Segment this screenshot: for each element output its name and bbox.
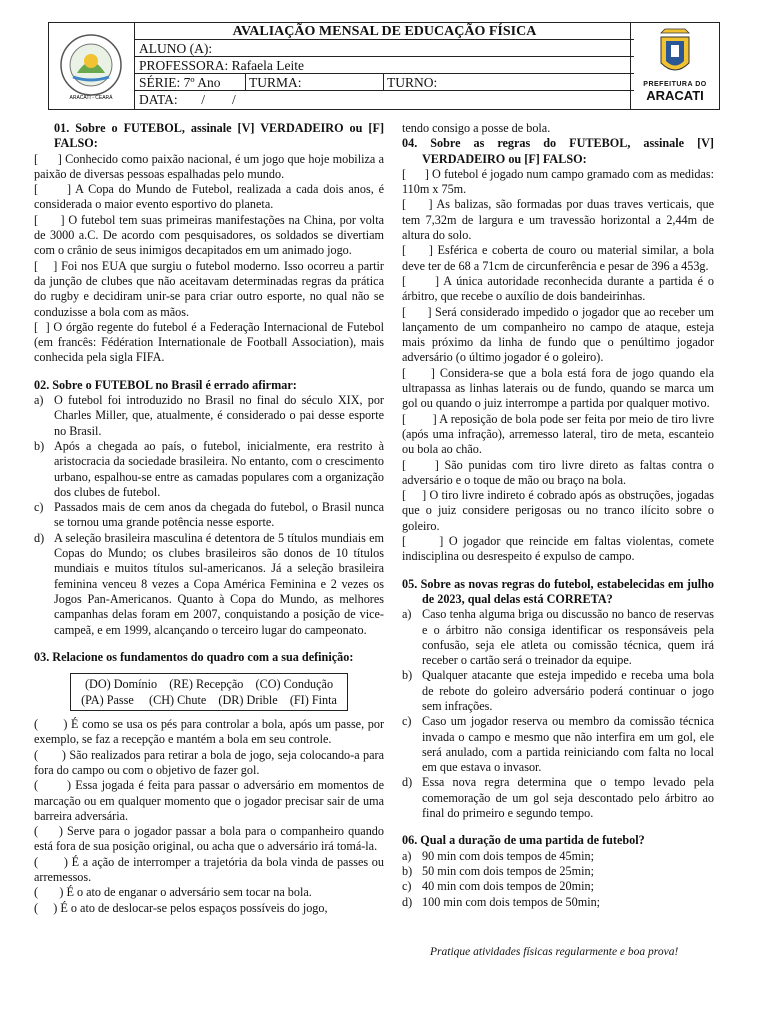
q03-items: [34, 717, 388, 916]
q03-item: ( ) É o ato de deslocar-se pelos espaços possíveis do jogo,: [34, 900, 328, 915]
q02-option-letter: c): [34, 500, 44, 515]
city-logo-line2: ARACATI: [646, 88, 704, 103]
q02-option-letter: d): [34, 530, 45, 545]
q02-option-text: Após a chegada ao país, o futebol, inicialmente, era restrito à aristocracia da sociedade brasileira. No entanto, com o crescimento urbano, espalhou-se entre as camadas populares com a organização dos clubes de futebol.: [54, 438, 384, 499]
q06-title: 06. Qual a duração de uma partida de futebol?: [402, 833, 645, 848]
q02-option-letter: b): [34, 438, 45, 453]
q02-option: [34, 500, 384, 531]
q04-item: [ ] O jogador que reincide em faltas violentas, comete indisciplina ou desrespeito é expulso de campo.: [402, 534, 718, 564]
q06-option-text: 100 min com dois tempos de 50min;: [422, 894, 601, 909]
date-field: DATA: / /: [139, 92, 236, 107]
q05-option-text: Caso um jogador reserva ou membro da comissão técnica invada o campo e mesmo que não interfira em um gol, ele será anulado, com a partida reiniciando com falta no local em que estava o invasor.: [422, 714, 714, 775]
q05-option-text: Qualquer atacante que esteja impedido e receba uma bola de rebote do goleiro adversário poderá continuar o jogo sem infrações.: [422, 668, 714, 713]
q06-option: [402, 879, 714, 894]
q01-item: [ ] Conhecido como paixão nacional, é um jogo que hoje mobiliza a paixão de diversas pessoas espalhadas pelo mundo.: [34, 151, 388, 181]
q03-continuation: tendo consigo a posse de bola.: [402, 121, 551, 135]
school-logo-text: ARACATI - CEARÁ: [69, 95, 113, 101]
q05-option-letter: c): [402, 714, 412, 729]
q06-option-letter: a): [402, 848, 412, 863]
left-column: [34, 121, 388, 916]
q04-item: [ ] Será considerado impedido o jogador que ao receber um lançamento de um companheiro no campo de ataque, esteja mais próximo da linha de fundo que o penúltimo jogador adversário (o último jogador é o goleiro).: [402, 304, 718, 365]
shift-field: TURNO:: [387, 75, 438, 90]
q03-item: ( ) Essa jogada é feita para passar o adversário em momentos de marcação ou em qualquer momento que o jogador precisar sair de uma barreira adversária.: [34, 778, 388, 823]
q02-option-letter: a): [34, 393, 44, 408]
q01-items: [34, 151, 388, 366]
q05-option: [402, 607, 714, 668]
fundamentos-box: [70, 673, 348, 711]
q03-item: ( ) É como se usa os pés para controlar a bola, após um passe, por exemplo, se faz a recepção e mantém a bola em seu controle.: [34, 717, 388, 747]
q04-item: [ ] O tiro livre indireto é cobrado após as obstruções, jogadas que o juiz considere perigosas ou no tranco ilícito sobre o goleiro.: [402, 488, 718, 533]
q02-options: [34, 393, 384, 638]
q06-options: [402, 849, 714, 910]
q02-option-text: O futebol foi introduzido no Brasil no final do século XIX, por Charles Miller, que, atualmente, é considerado o pai desse esporte no Brasil.: [54, 393, 384, 438]
q05-option-text: Caso tenha alguma briga ou discussão no banco de reservas e o árbitro não consiga identificar os responsáveis pela confusão, seja ele atleta ou comissão técnica, quem irá receber o cartão será o treinador da equipe.: [422, 607, 714, 668]
q02-option-text: Passados mais de cem anos da chegada do futebol, o Brasil nunca se tornou uma grande potência nesse esporte.: [54, 500, 384, 530]
student-field: ALUNO (A):: [139, 41, 213, 56]
q06-option: [402, 864, 714, 879]
q05-option-letter: a): [402, 607, 412, 622]
q06-option-letter: c): [402, 879, 412, 894]
fundamentos-line1: (DO) Domínio (RE) Recepção (CO) Condução: [84, 677, 334, 692]
class-field: TURMA:: [249, 75, 302, 90]
q03-title: 03. Relacione os fundamentos do quadro com a sua definição:: [34, 649, 354, 664]
q05-option: [402, 668, 714, 714]
q02-option-text: A seleção brasileira masculina é detentora de 5 títulos mundiais em Copas do Mundo; os clubes brasileiros são donos de 10 títulos mundiais e muitos títulos sul-americanos. Já a seleção brasileira feminina venceu 8 vezes a Copa América Feminina e 2 vezes os Jogos Pan-Americanos. Quanto à Copa do Mundo, as melhores campanhas delas foram em 2007, conquistando a posição de vice-campeã, e em 1999, alcançando o terceiro lugar do campeonato.: [54, 530, 384, 637]
q02-option: [34, 393, 384, 439]
school-logo: [49, 23, 135, 109]
header-box: [48, 22, 720, 110]
footer-message: Pratique atividades físicas regularmente e boa prova!: [430, 946, 679, 958]
q05-option-letter: d): [402, 775, 413, 790]
fundamentos-line2: (PA) Passe (CH) Chute (DR) Drible (FI) Finta: [81, 693, 337, 708]
q05-options: [402, 607, 714, 821]
q04-item: [ ] Considera-se que a bola está fora de jogo quando ela ultrapassa as linhas laterais ou de fundo, quando se marca um gol ou quando o juiz interrompe a partida por qualquer motivo.: [402, 365, 718, 411]
q03-item: ( ) É o ato de enganar o adversário sem tocar na bola.: [34, 885, 312, 900]
q05-option: [402, 775, 714, 821]
q05-option-text: Essa nova regra determina que o tempo levado pela comemoração de um gol seja descontado pelo árbitro ao final do primeiro e segundo tempo.: [422, 775, 714, 821]
q06-option-text: 90 min com dois tempos de 45min;: [422, 848, 594, 863]
q02-option: [34, 439, 384, 500]
q01-item: [ ] A Copa do Mundo de Futebol, realizada a cada dois anos, é considerada o maior evento esportivo do planeta.: [34, 182, 388, 212]
q06-option: [402, 895, 714, 910]
q04-item: [ ] O futebol é jogado num campo gramado com as medidas: 110m x 75m.: [402, 166, 718, 197]
q01-item: [ ] O futebol tem suas primeiras manifestações na China, por volta de 3000 a.C. De acordo com pesquisadores, os soldados se divertiam com o crânio de seus inimigos decapitados em um animado jogo.: [34, 212, 388, 258]
q03-item: ( ) São realizados para retirar a bola de jogo, seja colocando-a para fora do campo ou com o objetivo de fazer gol.: [34, 747, 388, 777]
q03-item: ( ) Serve para o jogador passar a bola para o companheiro quando está fora de sua posição original, ou acha que o adversário irá tomá-la.: [34, 824, 388, 854]
q03-item: ( ) É a ação de interromper a trajetória da bola vinda de passes ou arremessos.: [34, 854, 388, 885]
q01-item: [ ] Foi nos EUA que surgiu o futebol moderno. Isso ocorreu a partir da junção de clubes que não aceitavam determinadas regras da prática do rugby e decidiram unir-se para criar outro esporte, no qual não se conduzisse a bola com as mãos.: [34, 258, 388, 319]
q04-items: [402, 166, 718, 565]
q04-item: [ ] As balizas, são formadas por duas traves verticais, que tem 7,32m de largura e um travessão horizontal a 2,44m de altura do solo.: [402, 197, 718, 243]
q05-option-letter: b): [402, 668, 413, 683]
q01-item: [ ] O órgão regente do futebol é a Federação Internacional de Futebol (em francês: Fédération Internationale de Football Association), mais conhecida pela sigla FIFA.: [34, 319, 388, 365]
q02-title: 02. Sobre o FUTEBOL no Brasil é errado afirmar:: [34, 377, 297, 392]
q04-item: [ ] Esférica e coberta de couro ou material similar, a bola deve ter de 68 a 71cm de circunferência e pesar de 396 a 453g.: [402, 243, 718, 273]
q06-option-letter: b): [402, 863, 413, 878]
header-fields: [135, 23, 634, 109]
q04-item: [ ] A única autoridade reconhecida durante a partida é o árbitro, que recebe o auxílio de dois bandeirinhas.: [402, 273, 718, 304]
q04-item: [ ] São punidas com tiro livre direto as faltas contra o adversário e o toque de mão ou braço na bola.: [402, 457, 718, 487]
q05-option: [402, 714, 714, 775]
q04-item: [ ] A reposição de bola pode ser feita por meio de tiro livre (após uma infração), arremesso lateral, tiro de meta, escanteio ou bola ao chão.: [402, 411, 718, 457]
right-column: [402, 121, 718, 910]
q06-option-text: 40 min com dois tempos de 20min;: [422, 879, 594, 894]
q06-option: [402, 849, 714, 864]
teacher-field: PROFESSORA: Rafaela Leite: [139, 58, 304, 73]
q04-title: 04. Sobre as regras do FUTEBOL, assinale [V] VERDADEIRO ou [F] FALSO:: [402, 136, 714, 166]
city-logo: [630, 23, 719, 109]
q01-title: 01. Sobre o FUTEBOL, assinale [V] VERDADEIRO ou [F] FALSO:: [54, 121, 384, 151]
q06-option-text: 50 min com dois tempos de 25min;: [422, 863, 594, 878]
grade-field: SÉRIE: 7º Ano: [139, 75, 221, 90]
q02-option: [34, 531, 384, 638]
city-logo-line1: PREFEITURA DO: [643, 81, 707, 88]
q06-option-letter: d): [402, 894, 413, 909]
exam-title: AVALIAÇÃO MENSAL DE EDUCAÇÃO FÍSICA: [135, 23, 634, 40]
q05-title: 05. Sobre as novas regras do futebol, estabelecidas em julho de 2023, qual delas está CORRETA?: [402, 576, 714, 606]
